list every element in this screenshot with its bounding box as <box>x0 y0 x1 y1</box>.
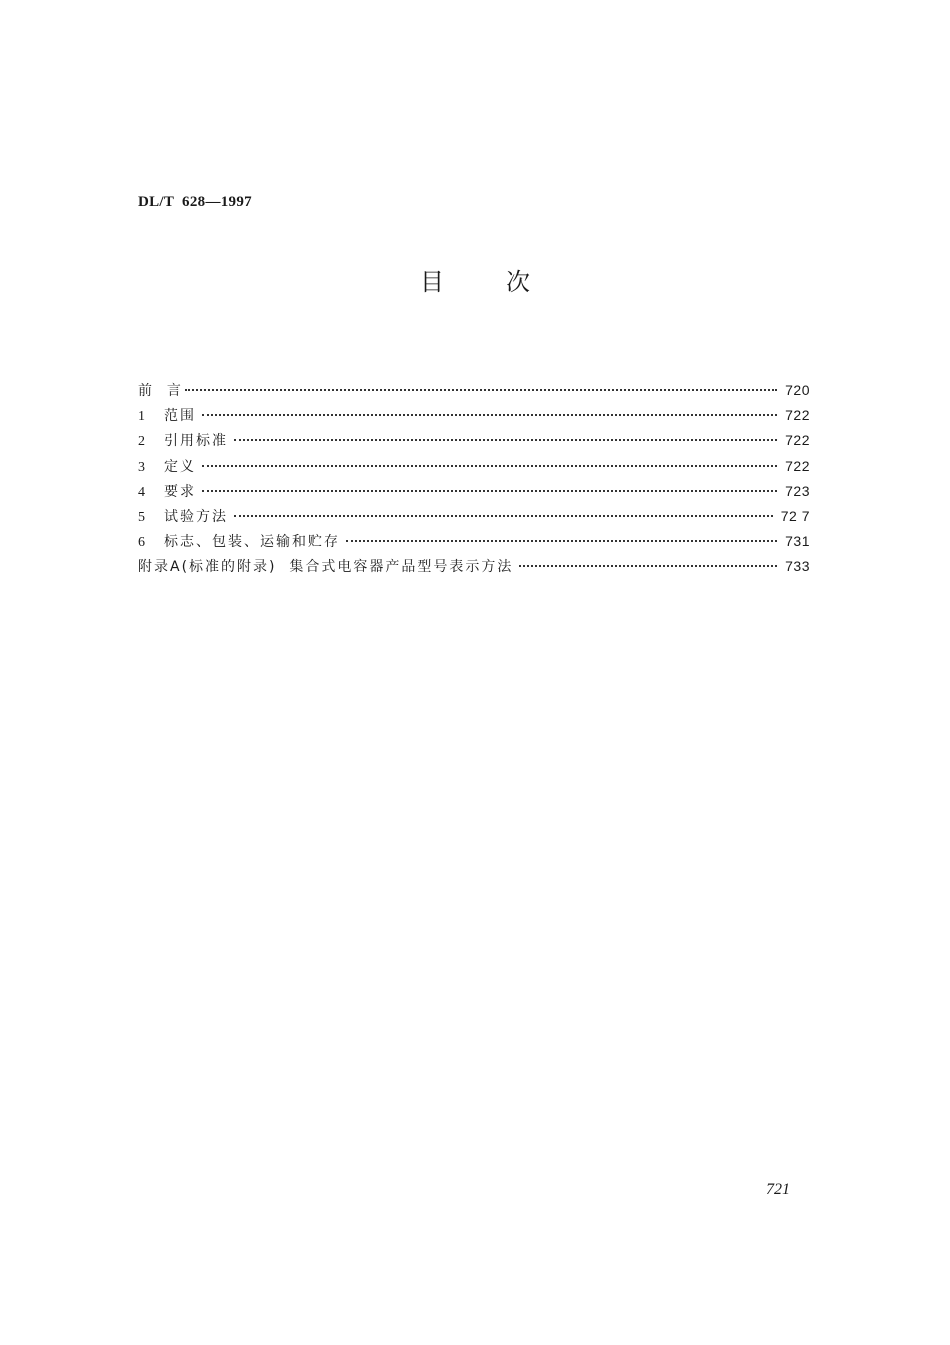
toc-leader-dots <box>234 439 777 441</box>
toc-entry-number: 6 <box>138 535 145 551</box>
toc-entry-number: 4 <box>138 484 145 500</box>
toc-entry-label: 附录A(标准的附录) 集合式电容器产品型号表示方法 <box>138 559 514 576</box>
toc-entry-label: 标志、包装、运输和贮存 <box>164 534 340 551</box>
toc-entry-marking-packaging[interactable] <box>138 529 810 554</box>
toc-entry-number: 1 <box>138 409 145 425</box>
toc-entry-page: 722 <box>785 432 810 449</box>
toc-entry-page: 720 <box>785 382 810 398</box>
toc-entry-page: 723 <box>785 482 810 499</box>
toc-title: 目次 <box>420 268 592 296</box>
toc-entry-appendix-a[interactable] <box>138 554 810 579</box>
page-number: 721 <box>766 1181 790 1198</box>
toc-leader-dots <box>202 414 777 416</box>
toc-entry-number: 5 <box>138 509 145 525</box>
toc-entry-references[interactable] <box>138 428 810 453</box>
table-of-contents <box>138 378 810 580</box>
toc-entry-page: 722 <box>785 457 810 474</box>
toc-leader-dots <box>202 490 777 492</box>
toc-entry-test-methods[interactable] <box>138 504 810 529</box>
toc-leader-dots <box>202 465 777 467</box>
toc-entry-page: 731 <box>785 533 810 550</box>
toc-entry-definitions[interactable] <box>138 454 810 479</box>
toc-entry-page: 733 <box>785 558 810 575</box>
toc-leader-dots <box>519 565 777 567</box>
toc-entry-label: 定义 <box>164 458 196 475</box>
toc-leader-dots <box>346 540 777 542</box>
toc-entry-number: 2 <box>138 434 145 450</box>
toc-entry-label: 引用标准 <box>164 433 228 450</box>
toc-entry-page: 72 7 <box>780 507 810 524</box>
standard-code: DL/T 628—1997 <box>138 194 252 210</box>
toc-entry-page: 722 <box>785 407 810 424</box>
toc-entry-label: 范围 <box>164 408 196 425</box>
toc-leader-dots <box>185 389 777 391</box>
toc-leader-dots <box>234 515 773 517</box>
toc-entry-label: 要求 <box>164 483 196 500</box>
toc-entry-scope[interactable] <box>138 403 810 428</box>
toc-entry-number: 3 <box>138 459 145 475</box>
toc-entry-label: 前 言 <box>138 383 183 399</box>
toc-entry-foreword[interactable] <box>138 378 810 403</box>
toc-entry-requirements[interactable] <box>138 479 810 504</box>
toc-entry-label: 试验方法 <box>164 508 228 525</box>
